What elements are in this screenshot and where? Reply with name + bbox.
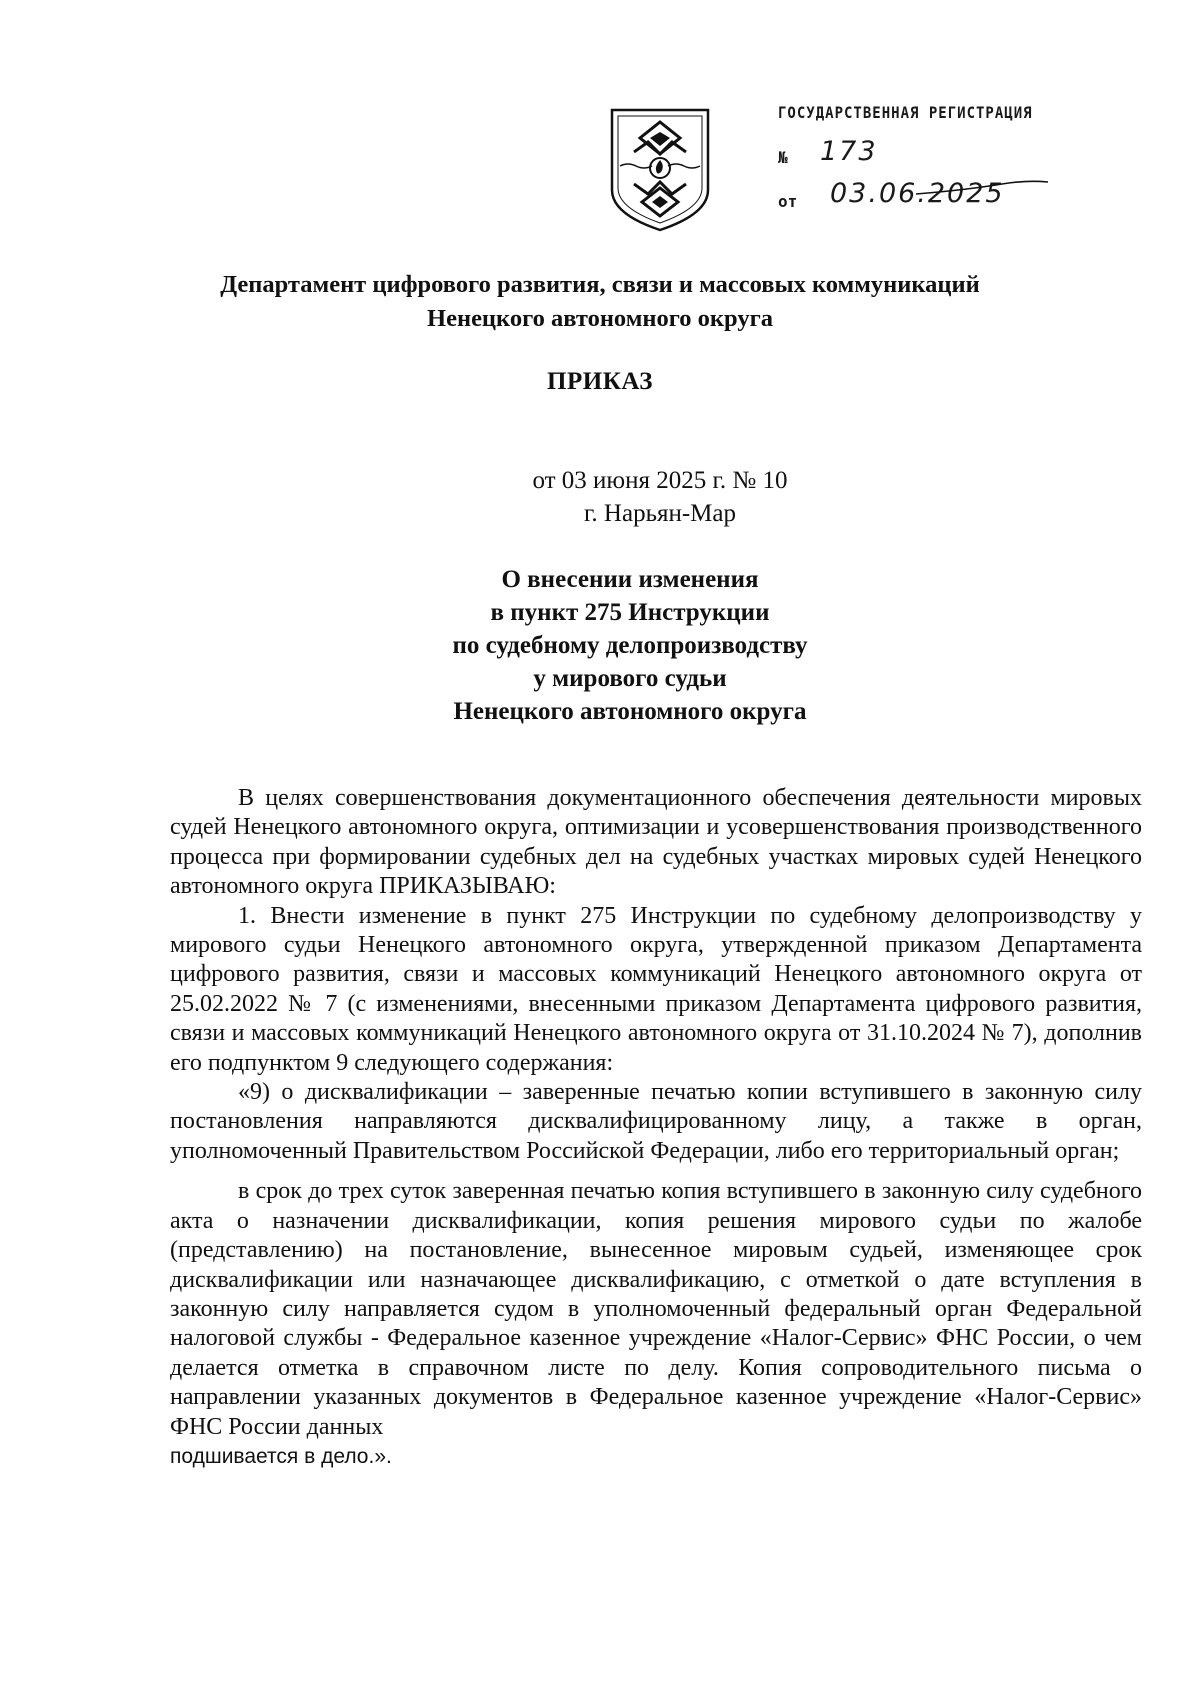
stamp-number-label: № (778, 148, 788, 167)
stamp-date-underline (906, 178, 1052, 198)
subitem-9-paragraph: «9) о дисквалификации – заверенные печатью копии вступившего в законную силу постановления направляются дисквалифицированному лицу, а также в орган, уполномоченный Правительством Российской Федерации, либо его территориальный орган; (170, 1079, 1142, 1164)
subject-line-3: по судебному делопроизводству (452, 632, 808, 659)
subject-line-5: Ненецкого автономного округа (453, 698, 807, 725)
stamp-date-value: 03.06.2025 (830, 178, 1005, 209)
registration-stamp (778, 98, 1078, 218)
stamp-number-value: 173 (820, 136, 878, 167)
stamp-date-label: от (778, 192, 798, 211)
subject-line-2: в пункт 275 Инструкции (490, 599, 770, 626)
order-date-block (400, 464, 920, 530)
order-subject (200, 563, 1060, 728)
subject-line-1: О внесении изменения (501, 566, 759, 593)
preamble-paragraph: В целях совершенствования документационного обеспечения деятельности мировых судей Ненецкого автономного округа, оптимизации и усовершенствования производственного процесса при формировании судебных дел на судебных участках мировых судей Ненецкого автономного округа ПРИКАЗЫВАЮ: (170, 785, 1142, 900)
subitem-9-continuation-paragraph: в срок до трех суток заверенная печатью копия вступившего в законную силу судебного акта о назначении дисквалификации, копия решения мирового судьи по жалобе (представлению) на постановление, вынесенное мировым судьей, изменяющее срок дисквалификации или назначающее дисквалификацию, с отметкой о дате вступления в законную силу направляется судом в уполномоченный федеральный орган Федеральной налоговой службы - Федеральное казенное учреждение «Налог-Сервис» ФНС России, о чем делается отметка в справочном листе по делу. Копия сопроводительного письма о направлении указанных документов в Федеральное казенное учреждение «Налог-Сервис» ФНС России данных (170, 1178, 1142, 1440)
department-name-line-2: Ненецкого автономного округа (427, 305, 773, 332)
stamp-title: ГОСУДАРСТВЕННАЯ РЕГИСТРАЦИЯ (778, 104, 1033, 123)
subject-line-4: у мирового судьи (533, 665, 727, 692)
coat-of-arms-emblem (608, 106, 712, 234)
department-name-line-1: Департамент цифрового развития, связи и массовых коммуникаций (220, 271, 980, 298)
order-body (170, 784, 1142, 1471)
order-date-number: от 03 июня 2025 г. № 10 (532, 467, 788, 494)
department-name (100, 268, 1100, 336)
item-1-paragraph: 1. Внести изменение в пункт 275 Инструкции по судебному делопроизводству у мирового судьи Ненецкого автономного округа, утвержденной приказом Департамента цифрового развития, связи и массовых коммуникаций Ненецкого автономного округа от 25.02.2022 № 7 (с изменениями, внесенными приказом Департамента цифрового развития, связи и массовых коммуникаций Ненецкого автономного округа от 31.10.2024 № 7), дополнив его подпунктом 9 следующего содержания: (170, 902, 1142, 1076)
order-city: г. Нарьян-Мар (583, 500, 736, 527)
subitem-9-closing-line: подшивается в дело.». (170, 1444, 392, 1468)
document-type-title: ПРИКАЗ (547, 368, 653, 395)
